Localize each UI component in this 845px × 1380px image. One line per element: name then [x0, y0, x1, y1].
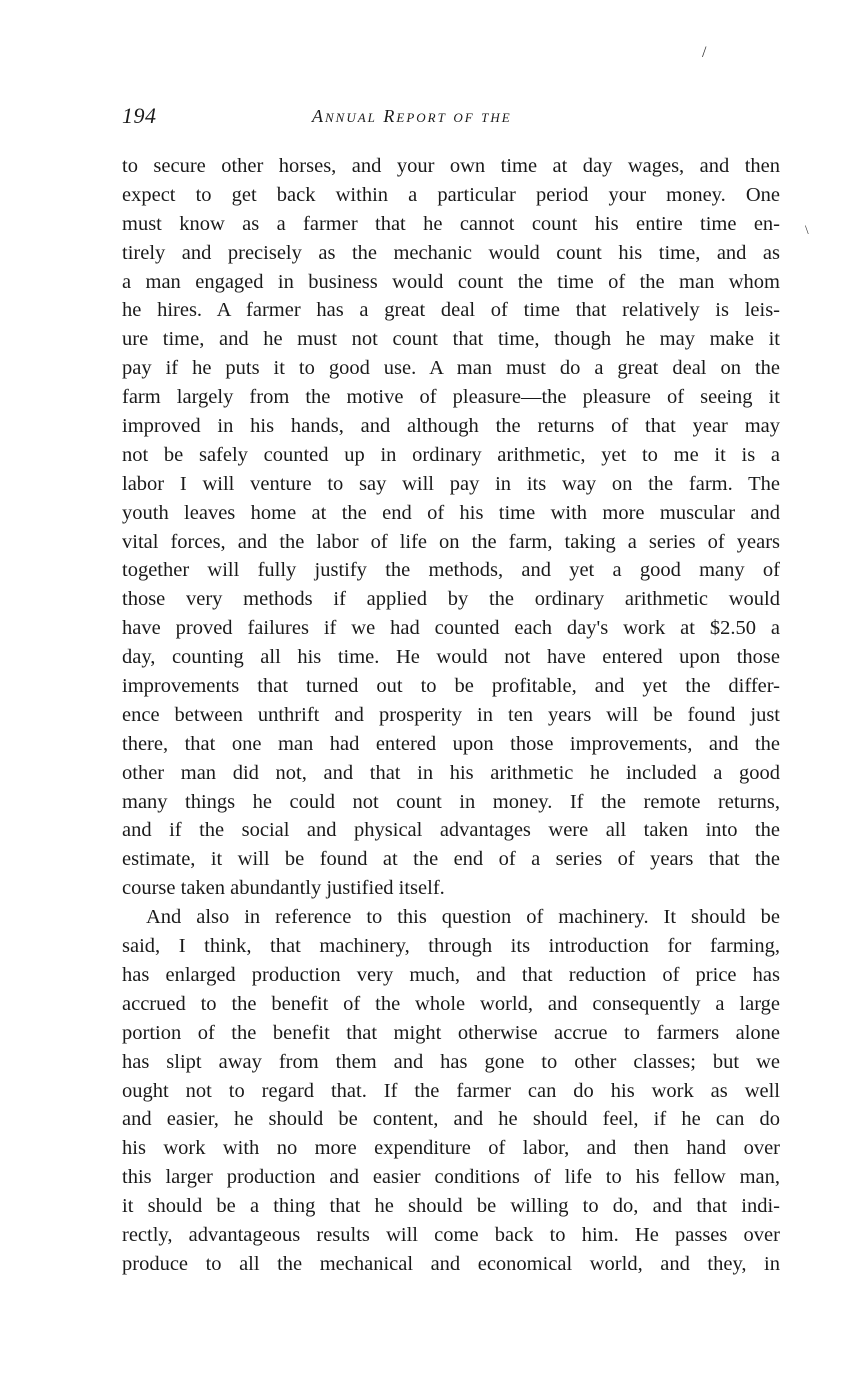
- text-line: pay if he puts it to good use. A man must do a great deal on the: [122, 357, 780, 380]
- text-line: improvements that turned out to be profitable, and yet the differ-: [122, 675, 780, 698]
- text-line: ence between unthrift and prosperity in ten years will be found just: [122, 703, 780, 726]
- text-line: youth leaves home at the end of his time with more muscular and: [122, 501, 780, 524]
- text-line: it should be a thing that he should be willing to do, and that indi-: [122, 1195, 780, 1218]
- text-line: has slipt away from them and has gone to other classes; but we: [122, 1050, 780, 1073]
- stray-mark: \: [805, 222, 809, 237]
- text-line: there, that one man had entered upon those improvements, and the: [122, 732, 780, 755]
- page-number: 194: [122, 103, 157, 128]
- stray-mark: /: [702, 44, 707, 61]
- text-line: his work with no more expenditure of labor, and then hand over: [122, 1137, 780, 1160]
- text-line: estimate, it will be found at the end of a series of years that the: [122, 848, 780, 871]
- text-line: have proved failures if we had counted each day's work at $2.50 a: [122, 617, 780, 640]
- text-line: and easier, he should be content, and he should feel, if he can do: [122, 1108, 780, 1131]
- text-line: tirely and precisely as the mechanic would count his time, and as: [122, 241, 780, 264]
- text-line: ure time, and he must not count that time, though he may make it: [122, 328, 780, 351]
- text-line: those very methods if applied by the ordinary arithmetic would: [122, 588, 780, 611]
- paragraph: [122, 903, 780, 1279]
- text-line: many things he could not count in money. If the remote returns,: [122, 790, 780, 813]
- text-line: to secure other horses, and your own time at day wages, and then: [122, 155, 780, 177]
- text-line: course taken abundantly justified itself.: [122, 877, 445, 900]
- text-line: not be safely counted up in ordinary arithmetic, yet to me it is a: [122, 443, 780, 466]
- text-line: accrued to the benefit of the whole world, and consequently a large: [122, 992, 780, 1015]
- text-line: day, counting all his time. He would not have entered upon those: [122, 646, 780, 669]
- text-line: this larger production and easier conditions of life to his fellow man,: [122, 1166, 780, 1189]
- text-line: labor I will venture to say will pay in its way on the farm. The: [122, 472, 780, 495]
- text-line: he hires. A farmer has a great deal of time that relatively is leis-: [122, 299, 780, 322]
- text-line: must know as a farmer that he cannot count his entire time en-: [122, 212, 780, 235]
- paragraph: [122, 152, 780, 903]
- text-line: portion of the benefit that might otherwise accrue to farmers alone: [122, 1021, 780, 1044]
- text-line: has enlarged production very much, and that reduction of price has: [122, 963, 780, 986]
- text-line: a man engaged in business would count the time of the man whom: [122, 270, 780, 293]
- body-text: [122, 152, 780, 1279]
- text-line: farm largely from the motive of pleasure—the pleasure of seeing it: [122, 386, 780, 409]
- text-line: and if the social and physical advantages were all taken into the: [122, 819, 780, 842]
- page-header: [122, 103, 780, 133]
- text-line: vital forces, and the labor of life on the farm, taking a series of years: [122, 530, 780, 553]
- text-line: produce to all the mechanical and economical world, and they, in: [122, 1252, 780, 1275]
- text-line: And also in reference to this question of machinery. It should be: [146, 906, 780, 929]
- text-line: said, I think, that machinery, through its introduction for farming,: [122, 935, 780, 958]
- text-line: expect to get back within a particular period your money. One: [122, 183, 780, 206]
- text-line: other man did not, and that in his arithmetic he included a good: [122, 761, 780, 784]
- running-head: Annual Report of the: [312, 106, 512, 126]
- text-line: together will fully justify the methods, and yet a good many of: [122, 559, 780, 582]
- text-line: improved in his hands, and although the returns of that year may: [122, 415, 780, 438]
- text-line: ought not to regard that. If the farmer can do his work as well: [122, 1079, 780, 1102]
- text-line: rectly, advantageous results will come back to him. He passes over: [122, 1223, 780, 1246]
